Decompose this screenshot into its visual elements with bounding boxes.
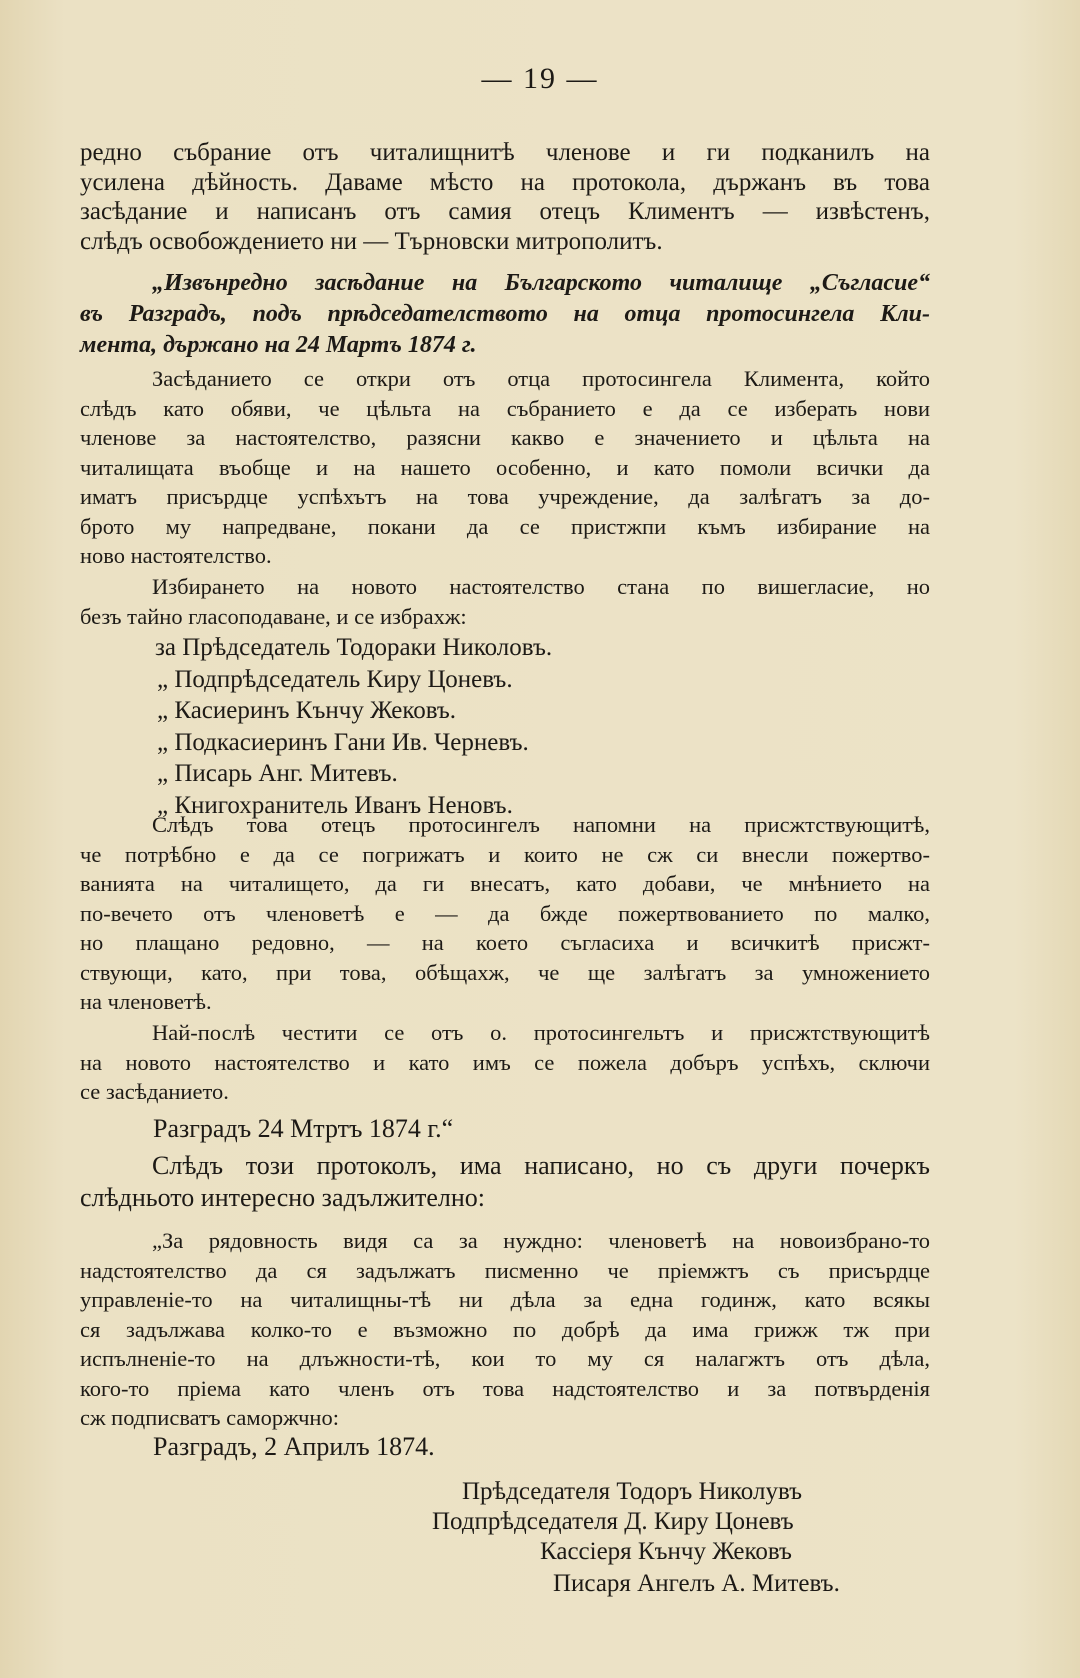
paragraph-election — [80, 572, 930, 631]
heading-line: въ Разградъ, подъ прѣдседателството на отца протосингела Кли- — [80, 301, 930, 327]
signature-chairman: Прѣдседателя Тодоръ Николувъ — [462, 1478, 803, 1505]
heading-line: мента, държано на 24 Мартъ 1874 г. — [80, 332, 477, 358]
list-item: „ Подпрѣдседатель Киру Цоневъ. — [157, 665, 513, 693]
text-line: засѣдание и написанъ отъ самия отецъ Климентъ — извѣстенъ, — [80, 198, 930, 225]
paragraph-closing — [80, 1018, 930, 1107]
heading-line: „Извънредно засѣдание на Българското читалище „Съгласие“ — [152, 270, 930, 296]
signature-cashier: Кассіеря Кънчу Жековъ — [540, 1538, 792, 1565]
text-line: усилена дѣйность. Даваме мѣсто на протокола, държанъ въ това — [80, 168, 930, 196]
text-line: ново настоятелство. — [80, 543, 272, 568]
signature-vice-chairman: Подпрѣдседателя Д. Киру Цоневъ — [432, 1508, 794, 1535]
text-line: „За рядовность видя са за нуждно: членоветѣ на новоизбрано-то — [152, 1228, 930, 1253]
text-line: испълненіе-то на длъжности-тѣ, кои то му ся налагжтъ отъ дѣла, — [80, 1346, 930, 1371]
paragraph-intro — [80, 138, 930, 256]
text-line: ствующи, като, при това, обѣщахж, че ще залѣгатъ за умножението — [80, 959, 930, 985]
text-line: брото му напредване, покани да се пристжпи къмъ избирание на — [80, 513, 930, 539]
text-line: редно събрание отъ читалищнитѣ членове и ги подканилъ на — [80, 139, 930, 166]
text-line: Засѣданието се откри отъ отца протосингела Климента, който — [152, 366, 930, 391]
list-item: „ Касиеринъ Кънчу Жековъ. — [157, 697, 457, 724]
protocol-heading — [80, 268, 930, 361]
text-line: ванията на читалището, да ги внесатъ, като добави, че мнѣнието на — [80, 871, 930, 896]
text-line: слѣдньото интересно задължително: — [80, 1183, 486, 1212]
page-number: — 19 — — [481, 62, 599, 95]
text-line: кого-то пріема като членъ отъ това надстоятелство и за потвърденія — [80, 1375, 930, 1401]
text-line: сж подписватъ саморжчно: — [80, 1405, 339, 1430]
text-line: Слѣдъ този протоколъ, има написано, но съ други почеркъ — [152, 1151, 930, 1180]
paragraph-note — [80, 1150, 930, 1214]
text-line: слѣдъ като обяви, че цѣльта на събранието е да се изберать нови — [80, 395, 930, 421]
paragraph-obligation — [80, 1226, 930, 1433]
signature-secretary: Писаря Ангелъ А. Митевъ. — [553, 1570, 840, 1597]
list-item: „ Писарь Анг. Митевъ. — [157, 760, 398, 787]
text-line: слѣдъ освобождението ни — Търновски митрополитъ. — [80, 227, 663, 255]
text-line: читалищата въобще и на нашето особенно, и като помоли всички да — [80, 454, 930, 480]
text-line: се засѣданието. — [80, 1079, 229, 1104]
text-line: по-вечето отъ членоветѣ е — да бжде пожертвованието по малко, — [80, 900, 930, 926]
text-line: иматъ присърдце успѣхътъ на това учреждение, да залѣгатъ за до- — [80, 484, 930, 509]
paragraph-meeting-opening — [80, 364, 930, 571]
text-line: членове за настоятелство, разясни какво е значението и цѣльта на — [80, 425, 930, 450]
list-item: за Прѣдседатель Тодораки Николовъ. — [155, 634, 553, 661]
list-item: „ Книгохранитель Иванъ Неновъ. — [157, 791, 513, 819]
paragraph-donations — [80, 810, 930, 1017]
text-line: безъ тайно гласоподаване, и се избрахж: — [80, 603, 467, 629]
text-line: Избирането на новото настоятелство стана по вишегласие, но — [152, 574, 930, 599]
list-item: „ Подкасиеринъ Гани Ив. Черневъ. — [157, 728, 529, 756]
text-line: управленіе-то на читалищны-тѣ ни дѣла за една годинж, като всякы — [80, 1287, 930, 1312]
text-line: че потрѣбно е да се погрижатъ и които не сж си внесли пожертво- — [80, 841, 930, 867]
obligation-date: Разградъ, 2 Априлъ 1874. — [153, 1432, 435, 1461]
text-line: на членоветѣ. — [80, 989, 212, 1014]
elected-officers-list — [155, 632, 552, 821]
text-line: но плащано редовно, — на което съгласиха и всичкитѣ присжт- — [80, 930, 930, 955]
text-line: ся задължава колко-то е възможно по добрѣ да има грижж тж при — [80, 1316, 930, 1342]
protocol-date: Разградъ 24 Мтртъ 1874 г.“ — [153, 1114, 454, 1143]
text-line: на новото настоятелство и като имъ се пожела добъръ успѣхъ, сключи — [80, 1049, 930, 1075]
text-line: надстоятелство да ся задължатъ писменно че пріемжтъ съ присърдце — [80, 1257, 930, 1283]
text-line: Слѣдъ това отецъ протосингелъ напомни на присжтствующитѣ, — [152, 812, 930, 837]
text-line: Най-послѣ честити се отъ о. протосингельтъ и присжтствующитѣ — [152, 1020, 930, 1045]
